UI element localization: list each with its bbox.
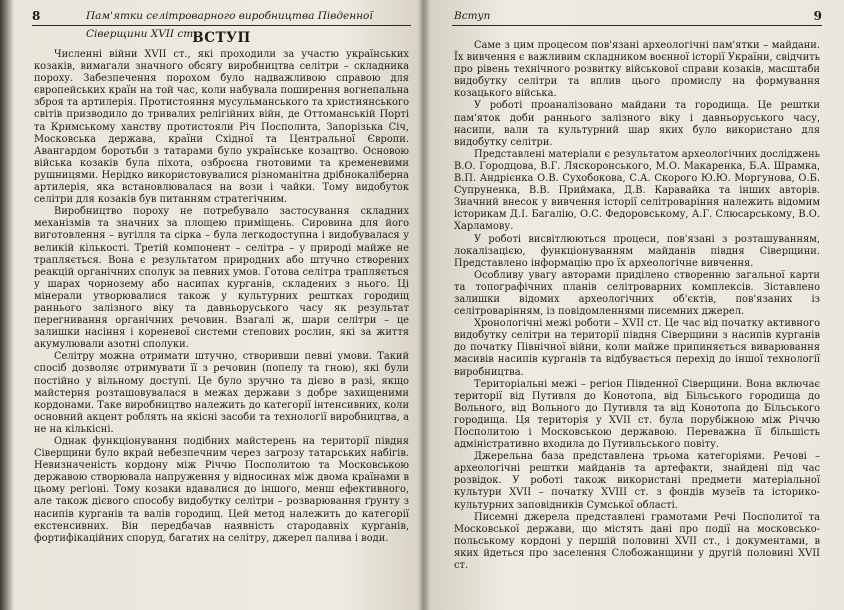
paragraph: Численні війни XVII ст., які проходили за участю українських козаків, вимагали значного обсягу виробництва селітри – складника пороху. Забезпечення порохом було надважливою справою для європейських країн на той час, коли набувала поширення вогнепальна зброя та артилерія. Протистояння мусульманського та християнського світів призводило до тривалих релігійних війн, де Оттоманській Порті та Кримському ханству протистояли Річ Посполита, Запорізька Січ, Московська держава, країни Східної та Центральної Європи. Авангардом боротьби з татарами було українське козацтво. Основою війська козаків була піхота, озброєна гнотовими та кременевими рушницями. Нерідко використовувалися різноманітна дрібнокаліберна артилерія, яка встановлювалася на вози і чайки. Тому видобуток селітри для козаків був питанням стратегічним. [34,49,409,206]
paragraph: Селітру можна отримати штучно, створивши певні умови. Такий спосіб дозволяє отримувати її з речовин (попелу та гною), які були постійно у вільному доступі. Це було зручно та дієво в разі, якщо майстерня розташовувалася в межах держави з добре захищеними кордонами. Таке виробництво належить до категорії інтенсивних, коли основний акцент роблять на якісні засоби та технології виробництва, а не на кількісні. [34,351,409,435]
paragraph: Особливу увагу авторами приділено створенню загальної карти та топографічних планів селітроварних комплексів. Зіставлено залишки відомих археологічних об'єктів, пов'язаних із селітроварінням, із повідомленнями писемних джерел. [454,269,820,318]
paragraph: Писемні джерела представлені грамотами Речі Посполитої та Московської держави, що містять дані про події на московсько-польському кордоні у першій половині XVII ст., і документами, в яких йдеться про заселення Слобожанщини у другій половині XVII ст. [454,511,820,572]
paragraph: Виробництво пороху не потребувало застосування складних механізмів та значних за площею приміщень. Сировина для його виготовлення – вугілля та сірка – була легкодоступна і видобувалася у великій кількості. Третій компонент – селітра – у природі майже не трапляється. Вона є результатом природних або штучно створених реакцій органічних сполук за певних умов. Готова селітра трапляється у шарах чорнозему або насипах курганів, складених з нього. Ці мінерали утворювалися також у культурних рештках городищ раннього залізного віку та давньоруського часу як результат перегнивання органічних речовин. Взагалі ж, шари селітри – це залишки насіння і кореневої системи степових рослин, які за життя акумулювали азотні сполуки. [34,206,409,351]
running-title-right: Вступ [454,10,491,22]
section-heading: ВСТУП [192,30,251,46]
paragraph: Хронологічні межі роботи – XVII ст. Це час від початку активного видобутку селітри на території півдня Сіверщини з насипів курганів до початку Північної війни, коли майже припиняється виварювання масивів насипів курганів та відбувається перехід до іншої технології виробництва. [454,318,820,378]
left-page [14,0,419,610]
running-header-right [452,7,822,26]
paragraph: У роботі висвітлюються процеси, пов'язані з розташуванням, локалізацією, функціонуванням майданів півдня Сіверщини. Представлено інформацію про їх археологічне вивчення. [454,233,820,269]
right-page [430,0,836,610]
right-page-text [454,40,820,572]
paragraph: У роботі проаналізовано майдани та городища. Це рештки пам'яток доби раннього залізного віку і давньоруського часу, насипи, вали та культурний шар яких було використано для видобутку селітри. [454,100,820,148]
paragraph: Джерельна база представлена трьома категоріями. Речові – археологічні рештки майданів та артефакти, знайдені під час розвідок. У роботі також використані предмети матеріальної культури XVII – початку XVIII ст. з фондів музеїв та історико-культурних заповідників Сумської області. [454,451,820,511]
running-title-left: Пам'ятки селітроварного виробництва Південної Сіверщини XVII ст. [86,10,373,40]
paragraph: Однак функціонування подібних майстерень на території півдня Сіверщини було вкрай небезпечним через загрозу татарських набігів. Невизначеність кордону між Річчю Посполитою та Московською державою створювала напруження у відносинах між двома країнами в цьому регіоні. Тому козаки вдавалися до іншого, менш ефективного, але також дієвого способу видобутку селітри – розварювання ґрунту з насипів курганів та валів городищ. Цей метод належить до категорії екстенсивних. Він передбачав наявність стародавніх курганів, фортифікаційних споруд, багатих на селітру, джерел палива і води. [34,436,409,544]
left-page-text [34,30,409,545]
page-number-right: 9 [813,9,822,23]
paragraph: Представлені матеріали є результатом археологічних досліджень В.О. Городцова, В.Г. Ляскоронського, М.О. Макаренка, Б.А. Шрамка, В.П. Андрієнка О.В. Сухобокова, С.А. Скорого Ю.Ю. Моргунова, О.Б. Супруненка, В.В. Приймака, Д.В. Каравайка та інших авторів. Значний внесок у вивчення історії селітроваріння належить відомим історикам Д.І. Багалію, О.С. Федоровському, А.Г. Слюсарському, В.О. Харламову. [454,148,820,233]
paragraph: Саме з цим процесом пов'язані археологічні пам'ятки – майдани. Їх вивчення є важливим складником воєнної історії України, свідчить про рівень технічного розвитку військової справи козаків, масштаби видобутку селітри та вплив цього промислу на формування козацького війська. [454,40,820,100]
paragraph: Територіальні межі – регіон Південної Сіверщини. Вона включає території від Путивля до Конотопа, від Більського городища до Вольного, від Вольного до Путивля та від Конотопа до Більського городища. Ця територія у XVII ст. була порубіжною між Річчю Посполитою і Московською державою. Переважна її більшість адміністративно входила до Путивльського повіту. [454,378,820,451]
page-number-left: 8 [32,9,41,23]
